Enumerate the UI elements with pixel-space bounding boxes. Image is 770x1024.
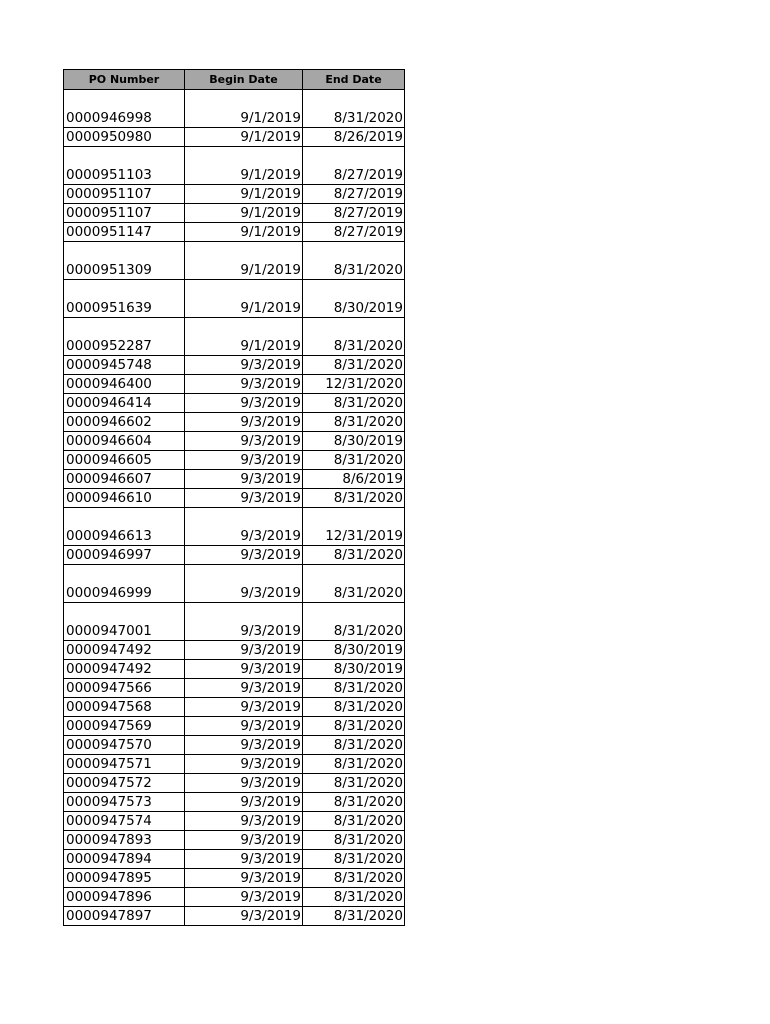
end-date-cell: 8/26/2019 — [303, 128, 405, 147]
po-number-cell: 0000946610 — [64, 489, 185, 508]
po-number-cell: 0000946400 — [64, 375, 185, 394]
po-number-cell: 0000951107 — [64, 185, 185, 204]
table-row — [64, 470, 405, 489]
column-header-begin-date: Begin Date — [185, 70, 303, 90]
table-row — [64, 888, 405, 907]
po-number-cell: 0000950980 — [64, 128, 185, 147]
begin-date-cell: 9/3/2019 — [185, 831, 303, 850]
begin-date-cell: 9/3/2019 — [185, 565, 303, 603]
po-table — [63, 69, 405, 926]
table-row — [64, 698, 405, 717]
end-date-cell: 8/31/2020 — [303, 451, 405, 470]
po-number-cell: 0000947570 — [64, 736, 185, 755]
po-number-cell: 0000951103 — [64, 147, 185, 185]
po-number-cell: 0000947897 — [64, 907, 185, 926]
table-row — [64, 90, 405, 128]
po-number-cell: 0000947569 — [64, 717, 185, 736]
end-date-cell: 8/31/2020 — [303, 907, 405, 926]
po-number-cell: 0000951147 — [64, 223, 185, 242]
table-row — [64, 565, 405, 603]
begin-date-cell: 9/3/2019 — [185, 736, 303, 755]
po-number-cell: 0000951309 — [64, 242, 185, 280]
end-date-cell: 8/31/2020 — [303, 318, 405, 356]
table-row — [64, 223, 405, 242]
table-row — [64, 717, 405, 736]
begin-date-cell: 9/3/2019 — [185, 793, 303, 812]
begin-date-cell: 9/3/2019 — [185, 489, 303, 508]
table-row — [64, 850, 405, 869]
begin-date-cell: 9/3/2019 — [185, 432, 303, 451]
column-header-po-number: PO Number — [64, 70, 185, 90]
begin-date-cell: 9/3/2019 — [185, 546, 303, 565]
end-date-cell: 8/31/2020 — [303, 546, 405, 565]
begin-date-cell: 9/1/2019 — [185, 128, 303, 147]
table-row — [64, 185, 405, 204]
begin-date-cell: 9/3/2019 — [185, 755, 303, 774]
end-date-cell: 8/31/2020 — [303, 565, 405, 603]
po-number-cell: 0000946604 — [64, 432, 185, 451]
end-date-cell: 8/31/2020 — [303, 90, 405, 128]
table-row — [64, 375, 405, 394]
table-row — [64, 641, 405, 660]
table-row — [64, 242, 405, 280]
table-row — [64, 812, 405, 831]
po-table-body — [64, 90, 405, 926]
table-row — [64, 128, 405, 147]
end-date-cell: 8/31/2020 — [303, 356, 405, 375]
end-date-cell: 8/27/2019 — [303, 204, 405, 223]
po-table-header — [64, 70, 405, 90]
po-number-cell: 0000947572 — [64, 774, 185, 793]
table-row — [64, 432, 405, 451]
table-row — [64, 204, 405, 223]
table-row — [64, 603, 405, 641]
po-number-cell: 0000947571 — [64, 755, 185, 774]
end-date-cell: 8/31/2020 — [303, 603, 405, 641]
end-date-cell: 8/30/2019 — [303, 660, 405, 679]
end-date-cell: 8/31/2020 — [303, 736, 405, 755]
table-row — [64, 774, 405, 793]
po-number-cell: 0000946998 — [64, 90, 185, 128]
table-row — [64, 793, 405, 812]
begin-date-cell: 9/3/2019 — [185, 660, 303, 679]
po-number-cell: 0000951107 — [64, 204, 185, 223]
begin-date-cell: 9/3/2019 — [185, 603, 303, 641]
begin-date-cell: 9/1/2019 — [185, 185, 303, 204]
end-date-cell: 12/31/2020 — [303, 375, 405, 394]
end-date-cell: 8/31/2020 — [303, 869, 405, 888]
begin-date-cell: 9/3/2019 — [185, 451, 303, 470]
end-date-cell: 8/27/2019 — [303, 185, 405, 204]
po-number-cell: 0000946607 — [64, 470, 185, 489]
end-date-cell: 8/31/2020 — [303, 793, 405, 812]
table-row — [64, 318, 405, 356]
po-number-cell: 0000946602 — [64, 413, 185, 432]
po-number-cell: 0000947574 — [64, 812, 185, 831]
end-date-cell: 8/31/2020 — [303, 774, 405, 793]
begin-date-cell: 9/3/2019 — [185, 356, 303, 375]
begin-date-cell: 9/3/2019 — [185, 679, 303, 698]
begin-date-cell: 9/3/2019 — [185, 508, 303, 546]
end-date-cell: 8/30/2019 — [303, 641, 405, 660]
table-row — [64, 451, 405, 470]
end-date-cell: 8/31/2020 — [303, 755, 405, 774]
begin-date-cell: 9/1/2019 — [185, 204, 303, 223]
po-number-cell: 0000947893 — [64, 831, 185, 850]
table-row — [64, 907, 405, 926]
begin-date-cell: 9/3/2019 — [185, 850, 303, 869]
end-date-cell: 12/31/2019 — [303, 508, 405, 546]
table-row — [64, 147, 405, 185]
po-number-cell: 0000947001 — [64, 603, 185, 641]
table-row — [64, 394, 405, 413]
table-row — [64, 489, 405, 508]
po-number-cell: 0000946605 — [64, 451, 185, 470]
begin-date-cell: 9/3/2019 — [185, 375, 303, 394]
begin-date-cell: 9/3/2019 — [185, 698, 303, 717]
begin-date-cell: 9/1/2019 — [185, 280, 303, 318]
begin-date-cell: 9/1/2019 — [185, 242, 303, 280]
begin-date-cell: 9/3/2019 — [185, 774, 303, 793]
po-number-cell: 0000946414 — [64, 394, 185, 413]
po-number-cell: 0000947894 — [64, 850, 185, 869]
begin-date-cell: 9/1/2019 — [185, 223, 303, 242]
po-number-cell: 0000947492 — [64, 660, 185, 679]
po-number-cell: 0000947573 — [64, 793, 185, 812]
po-number-cell: 0000947568 — [64, 698, 185, 717]
end-date-cell: 8/30/2019 — [303, 432, 405, 451]
end-date-cell: 8/27/2019 — [303, 147, 405, 185]
po-number-cell: 0000952287 — [64, 318, 185, 356]
begin-date-cell: 9/3/2019 — [185, 812, 303, 831]
po-number-cell: 0000947896 — [64, 888, 185, 907]
table-row — [64, 413, 405, 432]
end-date-cell: 8/31/2020 — [303, 812, 405, 831]
po-number-cell: 0000947895 — [64, 869, 185, 888]
po-number-cell: 0000945748 — [64, 356, 185, 375]
table-row — [64, 508, 405, 546]
po-number-cell: 0000951639 — [64, 280, 185, 318]
begin-date-cell: 9/3/2019 — [185, 394, 303, 413]
begin-date-cell: 9/3/2019 — [185, 413, 303, 432]
end-date-cell: 8/31/2020 — [303, 242, 405, 280]
begin-date-cell: 9/3/2019 — [185, 888, 303, 907]
begin-date-cell: 9/1/2019 — [185, 147, 303, 185]
begin-date-cell: 9/3/2019 — [185, 869, 303, 888]
po-number-cell: 0000946999 — [64, 565, 185, 603]
end-date-cell: 8/31/2020 — [303, 850, 405, 869]
end-date-cell: 8/31/2020 — [303, 679, 405, 698]
po-number-cell: 0000947492 — [64, 641, 185, 660]
begin-date-cell: 9/1/2019 — [185, 318, 303, 356]
end-date-cell: 8/31/2020 — [303, 413, 405, 432]
table-row — [64, 679, 405, 698]
end-date-cell: 8/6/2019 — [303, 470, 405, 489]
end-date-cell: 8/31/2020 — [303, 831, 405, 850]
table-row — [64, 736, 405, 755]
table-row — [64, 660, 405, 679]
end-date-cell: 8/31/2020 — [303, 717, 405, 736]
po-number-cell: 0000947566 — [64, 679, 185, 698]
end-date-cell: 8/27/2019 — [303, 223, 405, 242]
end-date-cell: 8/30/2019 — [303, 280, 405, 318]
table-row — [64, 869, 405, 888]
begin-date-cell: 9/3/2019 — [185, 907, 303, 926]
column-header-end-date: End Date — [303, 70, 405, 90]
table-row — [64, 356, 405, 375]
table-row — [64, 546, 405, 565]
po-number-cell: 0000946613 — [64, 508, 185, 546]
begin-date-cell: 9/3/2019 — [185, 470, 303, 489]
table-row — [64, 831, 405, 850]
begin-date-cell: 9/1/2019 — [185, 90, 303, 128]
po-number-cell: 0000946997 — [64, 546, 185, 565]
begin-date-cell: 9/3/2019 — [185, 717, 303, 736]
end-date-cell: 8/31/2020 — [303, 489, 405, 508]
end-date-cell: 8/31/2020 — [303, 698, 405, 717]
end-date-cell: 8/31/2020 — [303, 888, 405, 907]
end-date-cell: 8/31/2020 — [303, 394, 405, 413]
table-row — [64, 755, 405, 774]
table-row — [64, 280, 405, 318]
begin-date-cell: 9/3/2019 — [185, 641, 303, 660]
